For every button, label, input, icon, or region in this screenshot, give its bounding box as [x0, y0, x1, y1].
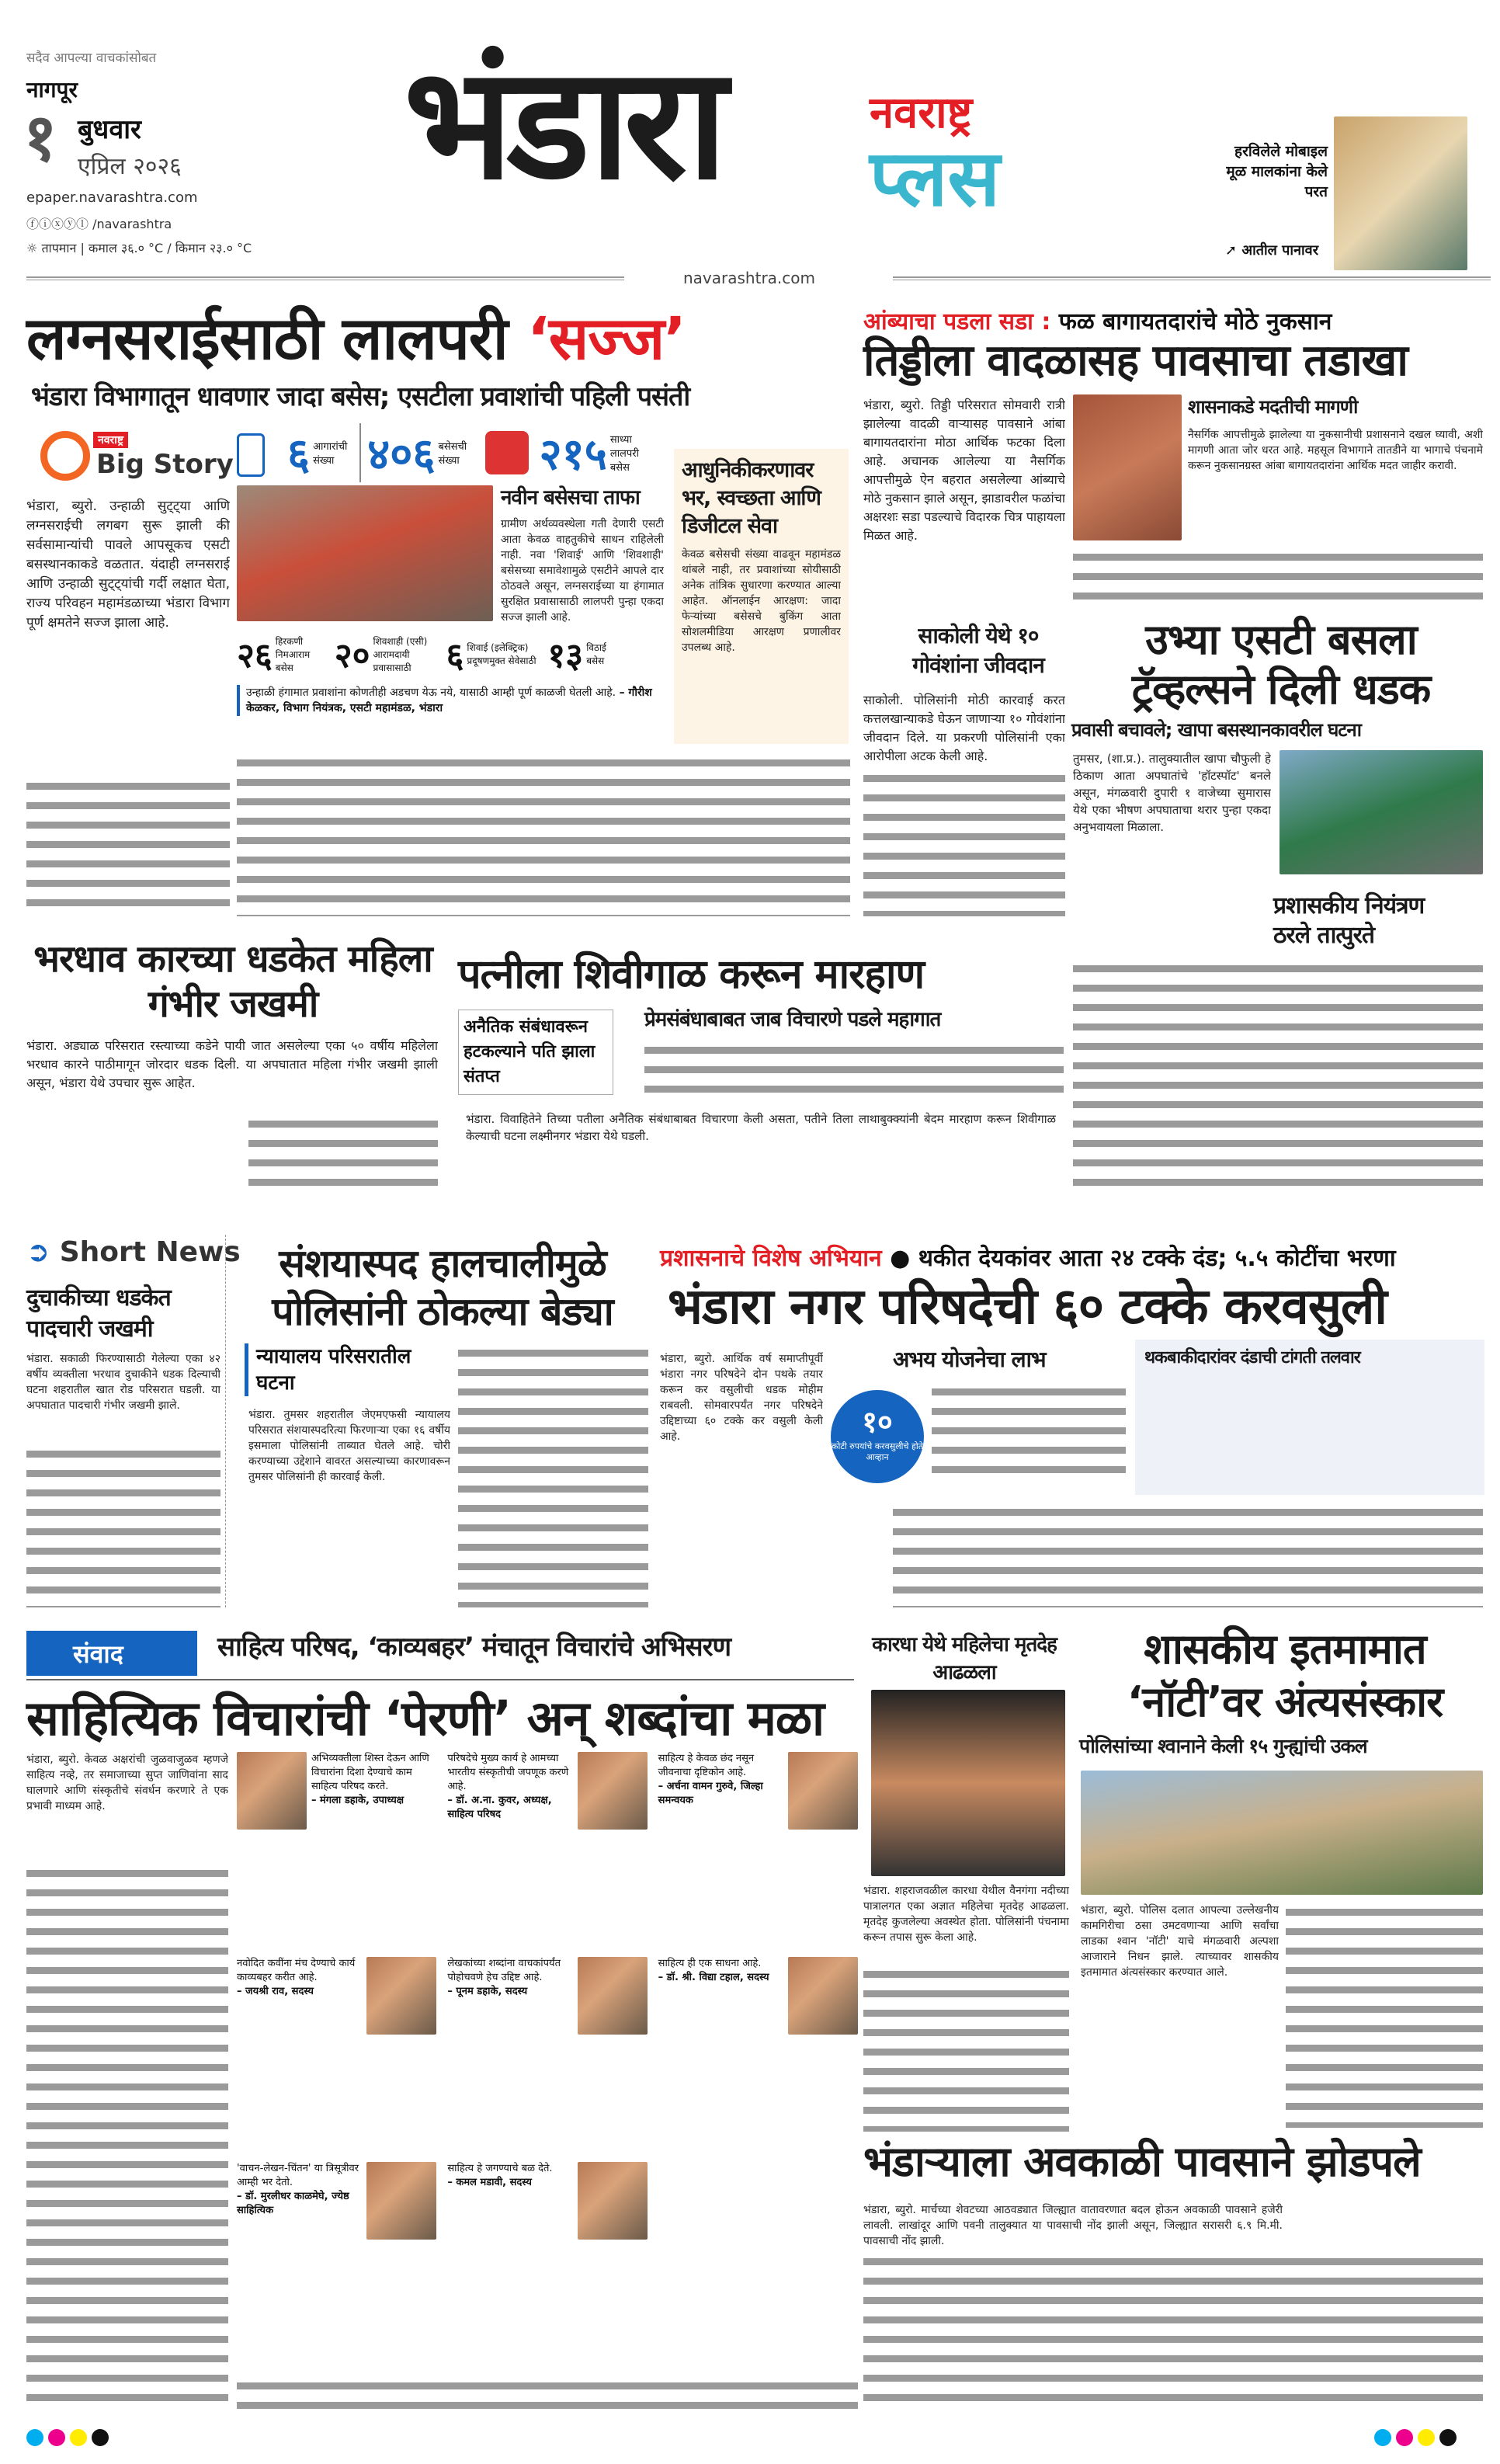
weather-icon: ☼	[26, 241, 42, 255]
bus-photo	[485, 431, 529, 474]
box-headline: आधुनिकीकरणावर भर, स्वच्छता आणि डिजीटल सेवा	[682, 458, 821, 538]
lead-subhead: भंडारा विभागातून धावणार जादा बसेस; एसटीला प्रवाशांची पहिली पसंती	[31, 381, 690, 412]
quote-card	[447, 1957, 647, 2151]
divider	[893, 276, 1491, 280]
arrest-headline: संशयास्पद हालचालीमुळे पोलिसांनी ठोकल्या बेड्या	[272, 1241, 613, 1334]
quote-text: नवोदित कवींना मंच देण्याचे कार्य काव्यबहर करीत आहे.	[237, 1958, 356, 1983]
quote-card	[658, 1752, 858, 1946]
quote-card	[237, 2162, 436, 2317]
quote-text: साहित्य ही एक साधना आहे.	[658, 1958, 762, 1969]
text-column	[863, 1965, 1069, 2132]
text-column	[248, 1114, 438, 1192]
stat-value: २१५	[539, 429, 607, 480]
arrest-text: भंडारा. तुमसर शहरातील जेएमएफसी न्यायालय परिसरात संशयास्पदरित्या फिरणाऱ्या एका १६ वर्षीय इसमाला पोलिसांनी ताब्यात घेतले आहे. चोरी करण्याच्या उद्देशाने वावरत असल्याच्या कारणावरून तुमसर पोलिसांनी ही कारवाई केली.	[248, 1409, 450, 1483]
stat	[540, 423, 646, 482]
assault-subhead: प्रेमसंबंधाबाबत जाब विचारणे पडले महागात	[644, 1008, 941, 1031]
quote-card	[237, 1957, 436, 2151]
quote-author: – गौरीश केळकर, विभाग नियंत्रक, एसटी महामंडळ, भंडारा	[246, 686, 652, 714]
tax-subhead-1: अभय योजनेचा लाभ	[893, 1347, 1046, 1372]
stat-value: ६	[446, 636, 464, 676]
social-handle: /navarashtra	[92, 217, 172, 231]
dog-funeral-text: भंडारा, ब्युरो. पोलिस दलात आपल्या उल्लेखनीय कामगिरीचा ठसा उमटवणाऱ्या आणि सर्वांचा लाडका श्वान 'नॉटी' याचे मंगळवारी अल्पशा आजाराने निधन झाले. त्याच्यावर शासकीय इतमामात अंत्यसंस्कार करण्यात आले.	[1081, 1904, 1279, 1979]
weekday: बुधवार	[78, 114, 141, 145]
stat	[237, 631, 324, 677]
text-column	[26, 1444, 220, 1607]
quote-card	[447, 2162, 647, 2317]
arrest-tag: न्यायालय परिसरातील घटना	[245, 1343, 423, 1396]
teaser-headline[interactable]: हरविलेले मोबाइल मूळ मालकांना केले परत	[1226, 143, 1328, 200]
stat	[287, 423, 349, 482]
dog-funeral-subhead: पोलिसांच्या श्वानाने केली १५ गुन्ह्यांची उकल	[1079, 1735, 1367, 1757]
registration-marks	[26, 2429, 113, 2449]
bus-accident-text: तुमसर, (शा.प्र.). तालुक्यातील खापा चौफुली हे ठिकाण आता अपघातांचे 'हॉटस्पॉट' बनले असून, मंगळवारी दुपारी १ वाजेच्या सुमारास येथे एका भीषण अपघाताचा थरार पुन्हा एकदा अनुभवायला मिळाला.	[1073, 752, 1271, 834]
quote-text: साहित्य हे जगण्याचे बळ देते.	[447, 2163, 553, 2174]
mango-kicker-red: आंब्याचा पडला सडा :	[863, 308, 1051, 335]
rain-text: भंडारा, ब्युरो. मार्चच्या शेवटच्या आठवड्यात जिल्ह्यात वातावरणात बदल होऊन अवकाळी पावसाने हजेरी लावली. लाखांदूर आणि पवनी तालुक्यात या पावसाची नोंद झाली असून, जिल्ह्यात सरासरी ६.९ मि.मी. पावसाची नोंद झाली.	[863, 2204, 1283, 2247]
quote-author: – डॉ. अ.ना. कुवर, अध्यक्ष, साहित्य परिषद	[447, 1795, 552, 1820]
mango-text: भंडारा, ब्युरो. तिड्डी परिसरात सोमवारी रात्री झालेल्या वादळी वाऱ्यासह पावसाने आंबा बागायतदारांना मोठा आर्थिक फटका दिला आहे. अचानक आलेल्या या नैसर्गिक आपत्तीमुळे ऐन बहरात असलेल्या आंब्याचे मोठे नुकसान झाले असून, झाडावरील फळांचा अक्षरशः सडा पडल्याचे विदारक चित्र पाहायला मिळत आहे.	[863, 398, 1065, 543]
teaser-link[interactable]	[1225, 241, 1318, 259]
text-columns	[237, 753, 850, 916]
assault-tag: अनैतिक संबंधावरून हटकल्याने पति झाला संतप्त	[458, 1010, 613, 1095]
lead-headline-b: ‘सज्ज’	[527, 304, 686, 373]
stat-label: शिवशाही (एसी) आरामदायी प्रवासासाठी	[373, 635, 428, 673]
text-column	[1286, 1903, 1483, 2128]
text-column	[863, 769, 1065, 916]
weather-text: तापमान | कमाल ३६.० °C / किमान २३.० °C	[41, 241, 252, 255]
quote-author: – जयश्री राव, सदस्य	[237, 1986, 314, 1997]
sakoli-headline: साकोली येथे १० गोवंशांना जीवदान	[912, 623, 1044, 678]
sakoli-text: साकोली. पोलिसांनी मोठी कारवाई करत कत्तलखान्याकडे घेऊन जाणाऱ्या १० गोवंशांना जीवदान दिले. या प्रकरणी पोलिसांनी एका आरोपीला अटक केली आहे.	[863, 693, 1065, 763]
teaser-page: आतील पानावर	[1241, 242, 1319, 259]
newspaper-title: भंडारा	[404, 33, 722, 214]
website[interactable]: navarashtra.com	[683, 269, 815, 287]
box-text: केवळ बसेसची संख्या वाढवून महामंडळ थांबले नाही, तर प्रवाशांच्या सोयीसाठी अनेक तांत्रिक सुधारणा करण्यात आल्या आहेत. ऑनलाईन आरक्षण: जादा फेऱ्यांच्या बसेसचे बुकिंग आता सोशलमीडिया आरक्षण प्रणालीवर उपलब्ध आहे.	[682, 548, 841, 654]
stat-label: साध्या लालपरी बसेस	[609, 434, 639, 474]
day-number: १	[23, 99, 57, 176]
car-accident-text: भंडारा. अड्याळ परिसरात रस्त्याच्या कडेने पायी जात असलेल्या एका ५० वर्षीय महिलेला भरधाव कारने पाठीमागून जोरदार धडक दिली. या अपघातात महिला गंभीर जखमी झाली असून, भंडारा येथे उपचार सुरू आहेत.	[26, 1038, 438, 1090]
teaser-photo	[1334, 116, 1467, 270]
quote-author: – डॉ. श्री. विद्या टहाल, सदस्य	[658, 1972, 769, 1983]
bus-side-headline: प्रशासकीय नियंत्रण ठरले तात्पुरते	[1273, 892, 1425, 949]
quote-text: उन्हाळी हंगामात प्रवाशांना कोणतीही अडचण येऊ नये, यासाठी आम्ही पूर्ण काळजी घेतली आहे.	[246, 686, 616, 699]
edition-city: नागपूर	[26, 77, 78, 103]
stat-label: आगारांची संख्या	[313, 441, 348, 467]
quote-author: – डॉ. मुरलीधर काळमेघे, ज्येष्ठ साहित्यिक	[237, 2191, 349, 2216]
text-columns	[1073, 547, 1483, 610]
short-news-label: Short News	[59, 1236, 241, 1268]
big-story-logo-icon	[40, 431, 90, 481]
target-circle	[831, 1390, 924, 1483]
side-text: ग्रामीण अर्थव्यवस्थेला गती देणारी एसटी आता केवळ वाहतुकीचे साधन राहिलेली नाही. नवा 'शिवाई' आणि 'शिवशाही' बसेसच्या समावेशामुळे एसटीने आपले दार ठोठवले असून, लग्नसराईच्या या हंगामात सुरक्षित प्रवासासाठी लालपरी पुन्हा एकदा सज्ज झाली आहे.	[501, 518, 664, 624]
stat	[446, 631, 537, 677]
text-columns	[863, 2252, 1483, 2412]
assault-headline: पत्नीला शिवीगाळ करून मारहाण	[458, 951, 925, 998]
bus-accident-headline: उभ्या एसटी बसला ट्रॅव्हल्सने दिली धडक	[1131, 615, 1431, 714]
quote-author: – अर्चना वामन गुरुवे, जिल्हा समन्वयक	[658, 1781, 763, 1806]
divider	[26, 276, 624, 280]
column-divider	[225, 1235, 226, 1607]
lead-headline	[26, 304, 686, 373]
arrow-icon: ➚	[1225, 242, 1242, 259]
stat-value: २०	[334, 636, 370, 676]
brand-top: नवराष्ट्र	[870, 88, 973, 138]
mango-side-headline: शासनाकडे मदतीची मागणी	[1188, 396, 1358, 418]
tax-kicker-text: थकीत देयकांवर आता २४ टक्के दंड; ५.५ कोटींचा भरणा	[918, 1245, 1396, 1272]
quote-text: अभिव्यक्तीला शिस्त देऊन आणि विचारांना दिशा देण्याचे काम साहित्य परिषद करते.	[311, 1753, 429, 1792]
quote-author: – कमल मडावी, सदस्य	[447, 2177, 532, 2188]
text-column	[26, 1864, 228, 2407]
bus-icon	[237, 433, 265, 477]
weather	[26, 239, 252, 256]
stat-value: ६	[287, 429, 311, 480]
text-columns	[1073, 959, 1483, 1196]
quote-text: परिषदेचे मुख्य कार्य हे आमच्या भारतीय संस्कृतीची जपणूक करणे आहे.	[447, 1753, 569, 1792]
short-news-text: भंडारा. सकाळी फिरण्यासाठी गेलेल्या एका ४२ वर्षीय व्यक्तीला भरधाव दुचाकीने धडक दिल्याची घटना शहरातील खात रोड परिसरात घडली. या अपघातात पादचारी गंभीर जखमी झाले.	[26, 1353, 220, 1412]
short-news-headline: दुचाकीच्या धडकेत पादचारी जखमी	[26, 1284, 171, 1343]
samvad-text: भंडारा, ब्युरो. केवळ अक्षरांची जुळवाजुळव म्हणजे साहित्य नव्हे, तर समाजाच्या सुप्त जाणिवांना साद घालणारे आणि संस्कृतीचे संवर्धन करणारे ते एक प्रभावी माध्यम आहे.	[26, 1753, 228, 1812]
quote-card	[447, 1752, 647, 1946]
quote-author: – मंगला डहाके, उपाध्यक्ष	[311, 1795, 405, 1806]
text-columns	[237, 2376, 858, 2415]
mango-kicker-text: फळ बागायतदारांचे मोठे नुकसान	[1058, 308, 1332, 335]
epaper-link[interactable]: epaper.navarashtra.com	[26, 189, 198, 206]
tax-kicker: प्रशासनाचे विशेष अभियान ● थकीत देयकांवर आता २४ टक्के दंड; ५.५ कोटींचा भरणा	[660, 1245, 1396, 1272]
portrait-photo	[366, 2162, 436, 2240]
mango-headline: तिड्डीला वादळासह पावसाचा तडाखा	[863, 335, 1408, 386]
stat-value: ४०६	[367, 429, 436, 480]
tax-text: भंडारा, ब्युरो. आर्थिक वर्ष समाप्तीपूर्वी भंडारा नगर परिषदेने दोन पथके तयार करून कर वसुलीची धडक मोहीम राबवली. सोमवारपर्यंत नगर परिषदेने उद्दिष्टाच्या ६० टक्के कर वसुली केली आहे.	[660, 1353, 823, 1443]
rain-headline: भंडाऱ्याला अवकाळी पावसाने झोडपले	[863, 2137, 1421, 2186]
body-found-text: भंडारा. शहराजवळील कारधा येथील वैनगंगा नदीच्या पात्रालगत एका अज्ञात महिलेचा मृतदेह आढळला. मृतदेह कुजलेल्या अवस्थेत होता. पोलिसांनी पंचनामा करून तपास सुरू केला आहे.	[863, 1885, 1069, 1944]
stat-value: २६	[237, 636, 273, 676]
quote-text: साहित्य हे केवळ छंद नसून जीवनाचा दृष्टिकोन आहे.	[658, 1753, 755, 1778]
quote-card	[658, 1957, 858, 2151]
tagline: सदैव आपल्या वाचकांसोबत	[26, 50, 157, 66]
arrow-icon: ➲	[26, 1236, 60, 1268]
text-column	[458, 1343, 648, 1607]
stats-row	[287, 423, 646, 482]
samvad-headline: साहित्यिक विचारांची ‘पेरणी’ अन् शब्दांचा मळा	[26, 1690, 825, 1746]
lead-text: भंडारा, ब्युरो. उन्हाळी सुट्ट्या आणि लग्नसराईची लगबग सुरू झाली की सर्वसामान्यांची पावले आपसूकच एसटी बसस्थानकाकडे वळतात. यंदाही लग्नसराई आणि उन्हाळी सुट्ट्यांची गर्दी लक्षात घेता, राज्य परिवहन महामंडळाच्या भंडारा विभाग पूर्ण क्षमतेने सज्ज झाला आहे.	[26, 499, 230, 631]
registration-marks	[1374, 2429, 1461, 2449]
body-found-headline: कारधा येथे महिलेचा मृतदेह आढळला	[872, 1633, 1057, 1684]
tax-headline: भंडारा नगर परिषदेची ६० टक्के करवसुली	[668, 1278, 1387, 1336]
penalty-box	[1135, 1340, 1484, 1495]
text-columns	[893, 1503, 1483, 1607]
text-columns	[644, 1041, 1064, 1099]
quote-text: लेखकांच्या शब्दांना वाचकांपर्यंत पोहोचवणे हेच उद्दिष्ट आहे.	[447, 1958, 561, 1983]
quote-author: – पूनम डहाके, सदस्य	[447, 1986, 528, 1997]
mango-kicker	[863, 304, 1332, 336]
quote	[237, 685, 668, 716]
quote-card	[237, 1752, 436, 1946]
date: एप्रिल २०२६	[78, 153, 182, 180]
stat	[359, 423, 474, 482]
portrait-photo	[788, 1752, 858, 1830]
big-story-label: Big Story	[96, 449, 234, 480]
quotes-grid	[237, 1752, 858, 2317]
side-headline: नवीन बसेसचा ताफा	[501, 486, 640, 509]
mango-side-text: नैसर्गिक आपत्तीमुळे झालेल्या या नुकसानीची प्रशासनाने दखल घ्यावी, अशी मागणी आता जोर धरत आहे. महसूल विभागाने तातडीने या भागाचे पंचनामे करून नुकसानग्रस्त आंबा बागायतदारांना आर्थिक मदत जाहीर करावी.	[1188, 429, 1483, 472]
modernization-box	[674, 449, 849, 744]
stat	[547, 631, 617, 677]
stat-label: शिवाई (इलेक्ट्रिक) प्रदूषणमुक्त सेवेसाठी	[467, 642, 536, 666]
hands-photo	[871, 1690, 1065, 1876]
portrait-photo	[578, 1957, 648, 2035]
social-icons: ⓕⓘⓧⓨⓛ	[26, 217, 93, 231]
samvad-kicker: साहित्य परिषद, ‘काव्यबहर’ मंचातून विचारांचे अभिसरण	[217, 1632, 731, 1663]
short-news-section	[26, 1236, 241, 1268]
divider	[26, 1679, 854, 1680]
brand-bottom: प्लस	[870, 133, 1000, 224]
big-story-brand: नवराष्ट्र	[93, 432, 128, 448]
stat-value: १३	[547, 636, 584, 676]
bus-station-photo	[237, 485, 493, 621]
text-column	[932, 1382, 1126, 1483]
bus-accident-subhead: प्रवासी बचावले; खापा बसस्थानकावरील घटना	[1071, 719, 1361, 741]
quote-text: 'वाचन-लेखन-चिंतन' या त्रिसूत्रीवर आम्ही भर देतो.	[237, 2163, 359, 2188]
portrait-photo	[366, 1957, 436, 2035]
portrait-photo	[788, 1957, 858, 2035]
samvad-label: संवाद	[26, 1631, 197, 1676]
text-column	[26, 777, 230, 916]
portrait-photo	[578, 1752, 648, 1830]
portrait-photo	[237, 1752, 307, 1830]
stats-row-2	[237, 631, 617, 677]
lead-headline-a: लग्नसराईसाठी लालपरी	[26, 304, 508, 373]
stat-label: बसेसची संख्या	[438, 441, 467, 467]
mango-photo	[1073, 394, 1182, 540]
target-value: १०	[862, 1405, 893, 1439]
stat-label: हिरकणी निमआराम बसेस	[275, 635, 311, 673]
portrait-photo	[578, 2162, 648, 2240]
stat	[335, 631, 436, 677]
funeral-photo	[1081, 1771, 1483, 1895]
dog-funeral-headline: शासकीय इतमामात ‘नॉटी’वर अंत्यसंस्कार	[1127, 1625, 1443, 1726]
penalty-headline: थकबाकीदारांवर दंडाची टांगती तलवार	[1144, 1348, 1360, 1368]
tax-kicker-red: प्रशासनाचे विशेष अभियान	[660, 1245, 882, 1272]
assault-text: भंडारा. विवाहितेने तिच्या पतीला अनैतिक संबंधाबाबत विचारणा केली असता, पतीने तिला लाथाबुक्क्यांनी बेदम मारहाण करून शिवीगाळ केल्याची घटना लक्ष्मीनगर भंडारा येथे घडली.	[466, 1112, 1056, 1143]
car-accident-headline: भरधाव कारच्या धडकेत महिला गंभीर जखमी	[33, 937, 432, 1026]
accident-photo	[1280, 750, 1483, 874]
stat-label: विठाई बसेस	[586, 642, 606, 666]
social-links[interactable]	[26, 214, 172, 232]
target-label: कोटी रुपयांचे करवसुलीचे होते आव्हान	[832, 1441, 923, 1462]
